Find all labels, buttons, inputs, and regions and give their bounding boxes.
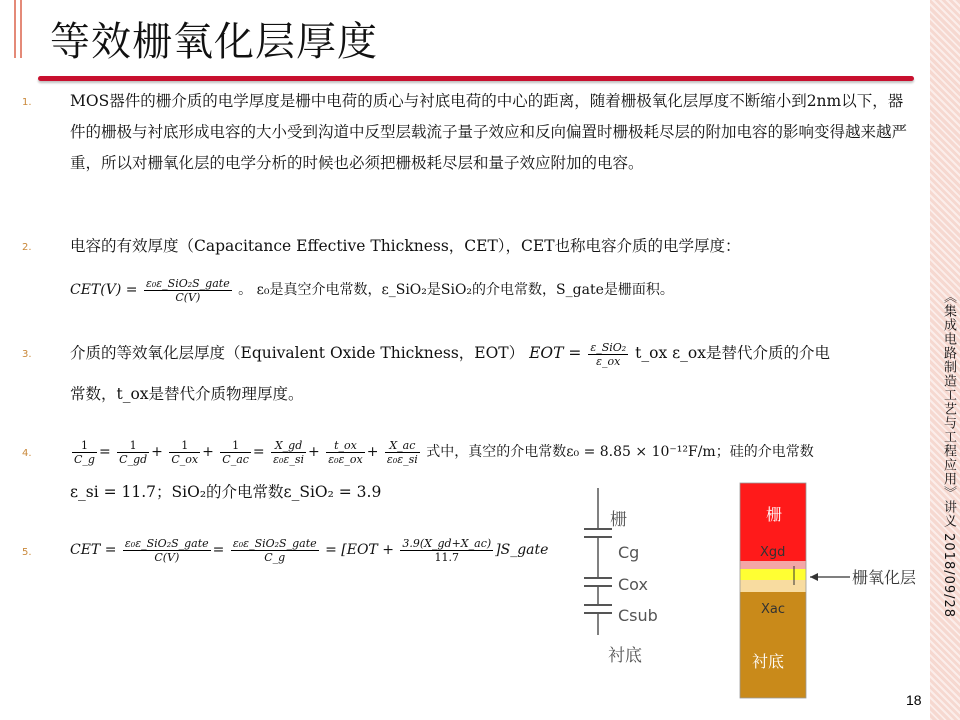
eot-fraction-numerator: ε_SiO₂ (590, 340, 627, 354)
eot-intro-text: 介质的等效氧化层厚度（Equivalent Oxide Thickness，EOT） (70, 344, 525, 362)
term-tox-bot: ε₀ε_ox (328, 452, 363, 466)
item-4-line2: ε_si = 11.7；SiO₂的介电常数ε_SiO₂ = 3.9 (70, 483, 382, 501)
xgd-label: Xgd (760, 545, 786, 560)
term-1cgd-bot: C_gd (119, 452, 148, 466)
slide-title: 等效栅氧化层厚度 (50, 19, 378, 65)
cet-fraction-denominator: C(V) (175, 290, 201, 304)
term-xgd (271, 439, 306, 466)
eot-fraction-denominator: ε_ox (596, 354, 621, 368)
stack-gate-label: 栅 (766, 505, 783, 524)
stack-substrate-label: 衬底 (752, 652, 785, 671)
term-xac (385, 439, 420, 466)
csub-label: Csub (618, 606, 658, 625)
title-underline (38, 76, 914, 81)
page-number: 18 (906, 692, 922, 708)
term-1cox-top: 1 (169, 439, 200, 453)
cet-eq-bracket-right: ]S_gate (495, 542, 549, 558)
cet-fraction (144, 277, 232, 304)
series-capacitor-diagram (580, 485, 680, 675)
cet-eq-f2-bot: C_g (264, 550, 286, 564)
side-course-text: 《集成电路制造工艺与工程应用》讲义 2018/09/28 (941, 290, 956, 619)
term-xac-top: X_ac (385, 439, 420, 453)
gate-label: 栅 (610, 510, 627, 530)
gate-depletion-layer (740, 561, 806, 569)
cet-eq-fraction-2 (231, 537, 319, 564)
item-number-3: 3. (22, 349, 32, 360)
item-4-line1: $\frac{1}{C\_g}$ = $\frac{1}{C\_gd}$ + $\frac{1}{C\_ox}$ + $\frac{1}{C\_ac}$ = $\frac{X\_gd}{\text{ε₀ε\_si}}$ + $\frac{t\_ox}{\text{ε₀ε\_ox}}$ + $\frac{X\_ac}{\text{ε₀ε\_si}}$ 式中，真空的介电常数ε₀ = 8.85 × 10⁻¹²F/m；硅的介电常数 (74, 438, 814, 466)
term-tox-top: t_ox (326, 439, 365, 453)
eot-formula-tail: t_ox ε_ox是替代介质的介电 (635, 344, 830, 362)
term-xac-bot: ε₀ε_si (386, 452, 418, 466)
cet-eq-f2-top: ε₀ε_SiO₂S_gate (232, 536, 317, 550)
cet-formula-left: CET(V) = (70, 282, 138, 298)
item-2-text: 电容的有效厚度（Capacitance Effective Thickness，CET），CET也称电容介质的电学厚度： (70, 237, 741, 255)
cet-eq-fraction-3 (400, 537, 493, 564)
term-1cgd (117, 439, 149, 466)
cet-eq-fraction-1 (123, 537, 211, 564)
cet-eq-left: CET = (70, 542, 117, 558)
cet-eq-f3-bot: 11.7 (434, 550, 460, 564)
item-5-formula: CET = $\frac{\text{ε₀ε\_SiO₂S\_gate}}{C(V)}$ = $\frac{\text{ε₀ε\_SiO₂S\_gate}}{C\_g}$ = [EOT + $\frac{3.9(X\_gd+X\_ac)}{11.7}$ ]S_gate (70, 536, 549, 564)
cet-fraction-numerator: ε₀ε_SiO₂S_gate (145, 276, 230, 290)
gate-stack-diagram (738, 482, 928, 700)
term-1cac-top: 1 (220, 439, 251, 453)
cg-label: Cg (618, 543, 640, 562)
left-accent-lines (0, 0, 30, 58)
item-2-formula (70, 270, 674, 310)
item-number-5: 5. (22, 547, 32, 558)
cet-eq-bracket-left: = [EOT + (325, 542, 394, 558)
cox-label: Cox (618, 575, 648, 594)
xac-label: Xac (761, 602, 786, 617)
item-3-line2: 常数，t_ox是替代介质物理厚度。 (70, 385, 304, 403)
item-4-tail: 式中，真空的介电常数ε₀ = 8.85 × 10⁻¹²F/m；硅的介电常数 (426, 444, 814, 460)
term-1cg-top: 1 (72, 439, 97, 453)
eot-formula-left: EOT = (529, 344, 582, 362)
cet-eq-f1-top: ε₀ε_SiO₂S_gate (124, 536, 209, 550)
item-number-4: 4. (22, 448, 32, 459)
oxide-arrow-label: 栅氧化层 (852, 568, 917, 587)
term-1cg-bot: C_g (74, 452, 95, 466)
term-xgd-bot: ε₀ε_si (273, 452, 304, 466)
term-xgd-top: X_gd (271, 439, 306, 453)
term-tox (326, 439, 365, 466)
term-1cac (220, 439, 251, 466)
term-1cgd-top: 1 (117, 439, 149, 453)
term-1cac-bot: C_ac (222, 452, 249, 466)
item-1-text: MOS器件的栅介质的电学厚度是栅中电荷的质心与衬底电荷的中心的距离，随着栅极氧化层厚度不断缩小到2nm以下，器件的栅极与衬底形成电容的大小受到沟道中反型层载流子量子效应和反向偏置时栅极耗尽层的附加电容的影响变得越来越严重，所以对栅氧化层的电学分析的时候也必须把栅极耗尽层和量子效应附加的电容。 (70, 92, 908, 172)
cet-eq-f3-top: 3.9(X_gd+X_ac) (402, 536, 492, 550)
cet-eq-f1-bot: C(V) (154, 550, 180, 564)
substrate-depletion-layer (740, 580, 806, 592)
eot-fraction (588, 341, 628, 368)
oxide-arrow-head (810, 573, 818, 581)
item-number-1: 1. (22, 97, 32, 108)
term-1cox (169, 439, 200, 466)
item-number-2: 2. (22, 242, 32, 253)
term-1cg (72, 439, 97, 466)
oxide-layer (740, 569, 806, 580)
term-1cox-bot: C_ox (171, 452, 199, 466)
item-3-line1 (70, 333, 912, 373)
substrate-label: 衬底 (608, 646, 642, 666)
cet-formula-tail: 。 ε₀是真空介电常数，ε_SiO₂是SiO₂的介电常数，S_gate是栅面积。 (238, 282, 674, 298)
